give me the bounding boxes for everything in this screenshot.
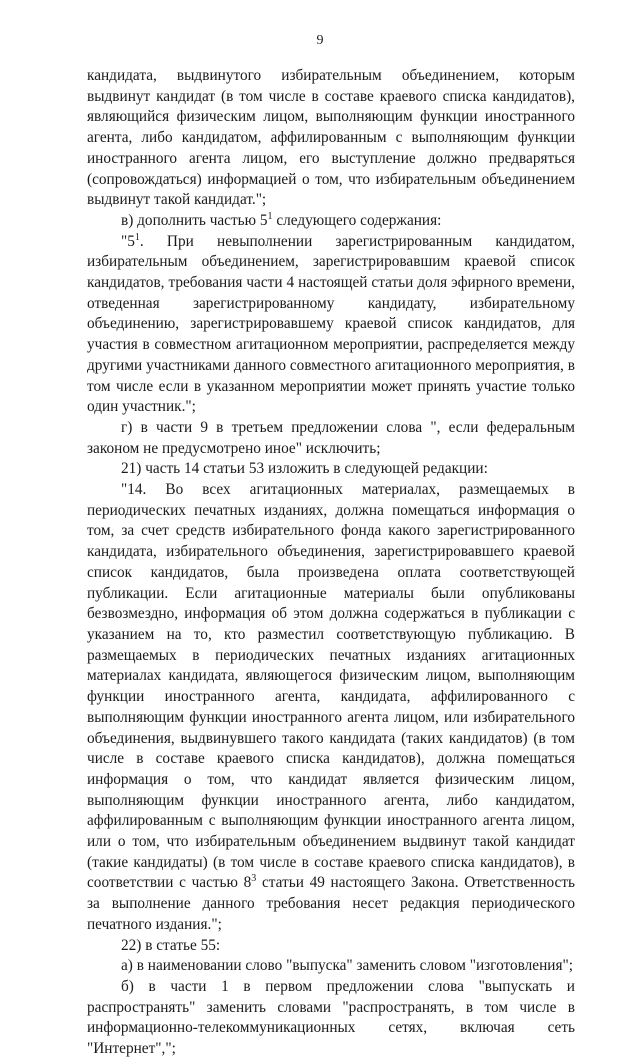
paragraph-text: "5 [121, 232, 135, 250]
paragraph-item-21: 21) часть 14 статьи 53 изложить в следующей редакции: [121, 460, 488, 478]
paragraph-part-14 [87, 480, 575, 935]
document-body [87, 66, 575, 1060]
paragraph-text: следующего содержания: [272, 211, 442, 229]
page-number: 9 [316, 33, 324, 48]
superscript: 3 [251, 873, 257, 885]
paragraph-text: статьи 49 настоящего Закона. Ответственность за выполнение данного требования несет редакция периодического печатного издания."; [87, 874, 575, 933]
paragraph-item-a: а) в наименовании слово "выпуска" заменить словом "изготовления"; [121, 957, 574, 975]
superscript: 1 [267, 210, 273, 222]
paragraph-item-22: 22) в статье 55: [121, 936, 221, 954]
paragraph-text: . При невыполнении зарегистрированным кандидатом, избирательным объединением, зарегистрировавшим краевой список кандидатов, требования части 4 настоящей статьи доля эфирного времени, отведенная зарегистрированному кандидату, избирательному объединению, зарегистрировавшему краевой список кандидатов, для участия в совместном агитационном мероприятии, распределяется между другими участниками данного совместного агитационного мероприятия, в том числе если в указанном мероприятии может принять участие только один участник."; [87, 232, 575, 416]
paragraph-continuation: кандидата, выдвинутого избирательным объединением, которым выдвинут кандидат (в том числе в составе краевого списка кандидатов), являющийся физическим лицом, выполняющим функции иностранного агента, либо кандидатом, аффилированным с выполняющим функции иностранного агента лицом, его выступление должно предваряться (сопровождаться) информацией о том, что избирательным объединением выдвинут такой кандидат."; [87, 67, 575, 209]
superscript: 1 [134, 231, 140, 243]
paragraph-text: "14. Во всех агитационных материалах, размещаемых в периодических печатных изданиях, должна помещаться информация о том, за счет средств избирательного фонда какого зарегистрированного кандидата, избирательного объединения, зарегистрировавшего краевой список кандидатов, была произведена оплата соответствующей публикации. Если агитационные материалы были опубликованы безвозмездно, информация об этом должна содержаться в публикации с указанием на то, кто разместил соответствующую публикацию. В размещаемых в периодических печатных изданиях агитационных материалах кандидата, являющегося физическим лицом, выполняющим функции иностранного агента, кандидата, аффилированного с выполняющим функции иностранного агента лицом, или избирательного объединения, выдвинувшего такого кандидата (таких кандидатов) (в том числе в составе краевого списка кандидатов), должна помещаться информация о том, что кандидат является физическим лицом, выполняющим функции иностранного агента, либо кандидатом, аффилированным с выполняющим функции иностранного агента лицом, или о том, что избирательным объединением выдвинут такой кандидат (такие кандидаты) (в том числе в составе краевого списка кандидатов), в соответствии с частью 8 [87, 481, 575, 892]
paragraph-item-v [87, 211, 575, 232]
paragraph-item-g: г) в части 9 в третьем предложении слова ", если федеральным законом не предусмотрено иное" исключить; [87, 418, 575, 457]
paragraph-text: в) дополнить частью 5 [121, 211, 268, 229]
paragraph-part-5-1 [87, 232, 575, 418]
paragraph-item-b: б) в части 1 в первом предложении слова "выпускать и распространять" заменить словами "распространять, в том числе в информационно-телекоммуникационных сетях, включая сеть "Интернет","; [87, 977, 575, 1058]
